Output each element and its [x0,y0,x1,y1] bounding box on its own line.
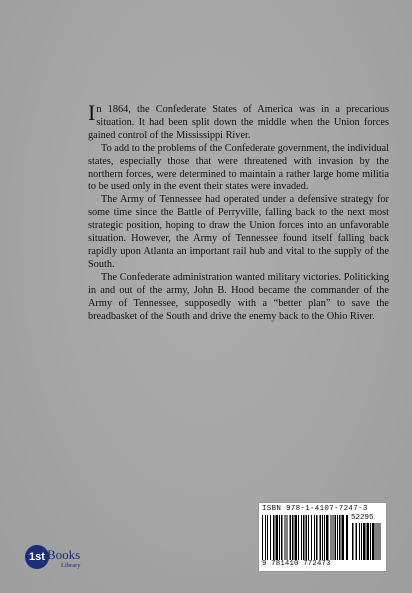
publisher-logo-mark-text: 1st [29,551,45,563]
isbn-barcode [258,502,387,572]
ean-digits: 9 781410 772473 [262,560,331,568]
blurb-paragraph-1 [88,100,389,143]
drop-cap: I [88,100,96,125]
isbn-number: ISBN 978-1-4107-7247-3 [262,505,368,513]
blurb-paragraph-1-text: n 1864, the Confederate States of America was in a precarious situation. It had been split down the middle when the Union forces gained control of the Mississippi River. [88,104,389,141]
publisher-logo-brand: Books [47,547,81,562]
price-code: 52295 [351,514,374,522]
publisher-logo-sub: Library [61,562,81,569]
blurb-paragraph-2: To add to the problems of the Confederate government, the individual states, especially those that were threatened with invasion by the northern forces, were determined to maintain a rather large home militia to be used only in the event their states were invaded. [88,142,389,193]
blurb-paragraph-3: The Army of Tennessee had operated under a defensive strategy for some time since the Battle of Perryville, falling back to the next most strategic position, hoping to draw the Union forces into an unfavorable situation. However, the Army of Tennessee found itself falling back rapidly upon Atlanta an important rail hub and vital to the supply of the South. [88,194,389,270]
cover-blurb [88,100,389,323]
blurb-paragraph-4: The Confederate administration wanted military victories. Politicking in and out of the army, John B. Hood became the commander of the Army of Tennessee, supposedly with a “better plan” to save the breadbasket of the South and drive the enemy back to the Ohio River. [88,271,389,322]
publisher-logo [25,544,95,574]
publisher-logo-mark [25,545,49,569]
ean-barcode-bars [262,515,348,560]
price-barcode-bars [352,523,382,560]
